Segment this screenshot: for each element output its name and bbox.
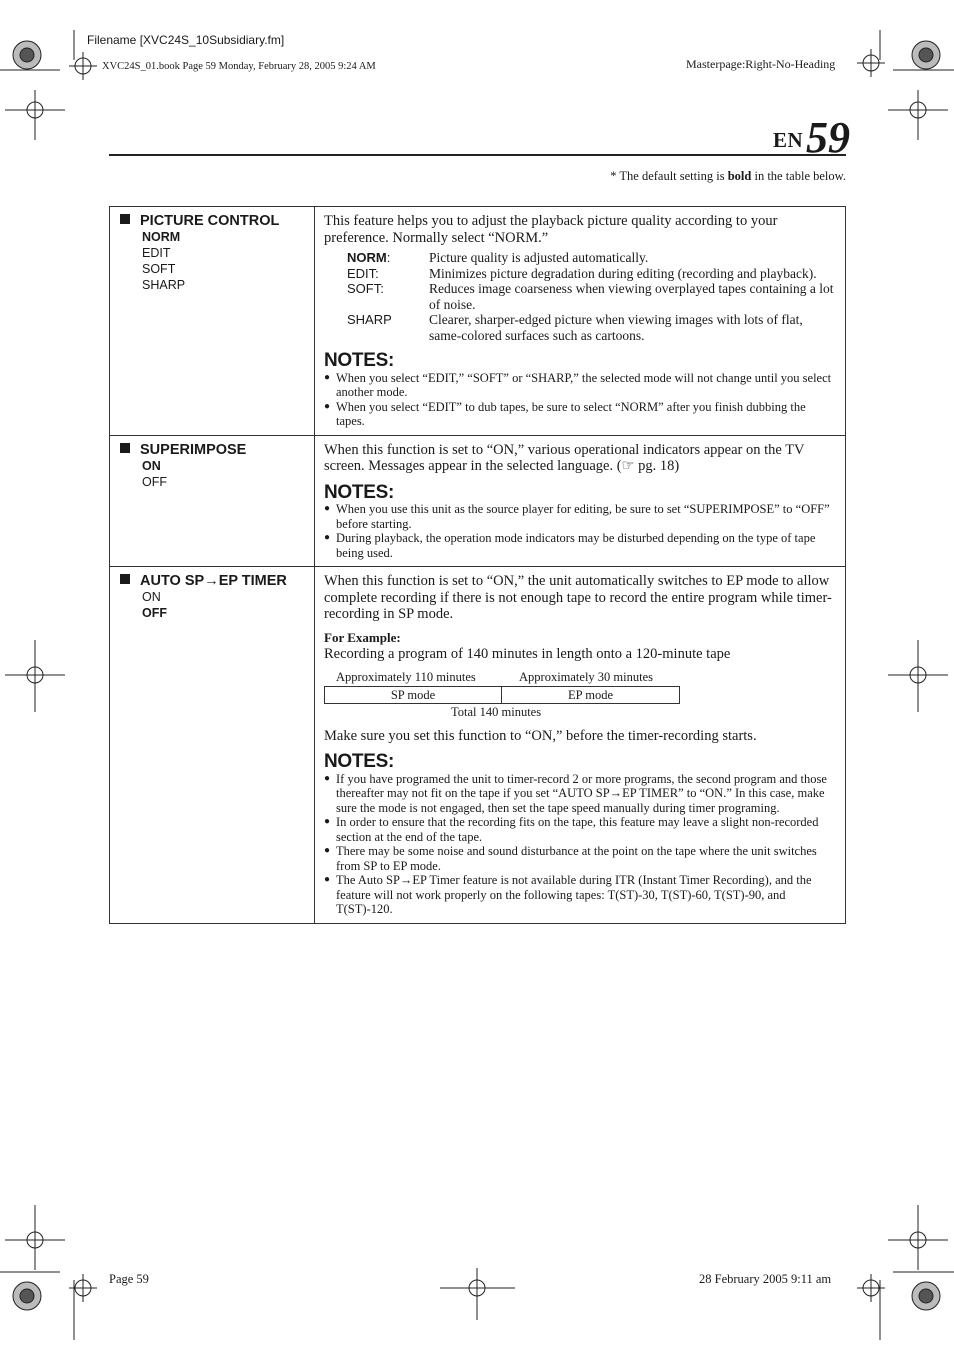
ep-duration-label: Approximately 30 minutes	[519, 669, 654, 684]
description-cell	[315, 435, 846, 567]
ep-mode-segment: EP mode	[567, 687, 614, 702]
bullet-icon: ●	[324, 874, 331, 885]
notes-heading: NOTES:	[324, 350, 394, 371]
table-row	[110, 207, 846, 436]
setting-cell	[110, 207, 315, 436]
sp-mode-segment: SP mode	[325, 687, 502, 703]
option-off: OFF	[142, 474, 167, 489]
option-off: OFF	[142, 606, 167, 620]
tape-diagram	[324, 669, 835, 731]
section-intro: This feature helps you to adjust the playback picture quality according to your preference. Normally select “NORM.”	[324, 213, 778, 246]
description-cell	[315, 567, 846, 924]
list-item: ● If you have programed the unit to timer-record 2 or more programs, the second program and those thereafter may not fit on the tape if you set “AUTO SP→EP TIMER” to “ON.” In this case, make sure the mode is not engaged, then set the tape speed manually during timer programing.	[324, 771, 827, 815]
list-item: ● There may be some noise and sound disturbance at the point on the tape where the unit switches from SP to EP mode.	[324, 844, 817, 873]
bullet-icon: ●	[324, 371, 331, 383]
tape-bar	[324, 686, 680, 704]
footer-page: Page 59	[109, 1272, 149, 1286]
list-item: ● When you use this unit as the source player for editing, be sure to set “SUPERIMPOSE” to “OFF” before starting.	[324, 502, 830, 531]
list-item: ● When you select “EDIT,” “SOFT” or “SHARP,” the selected mode will not change until you select another mode.	[324, 370, 832, 399]
table-row	[110, 435, 846, 567]
section-title: PICTURE CONTROL	[120, 213, 314, 229]
list-item: ● The Auto SP→EP Timer feature is not available during ITR (Instant Timer Recording), and the feature will not work properly on the following tapes: T(ST)-30, T(ST)-60, T(ST)-90, and T(ST)-120.	[324, 873, 812, 916]
list-item: NORM: Picture quality is adjusted automatically.	[347, 250, 649, 265]
bullet-icon: ●	[324, 532, 331, 543]
settings-table	[109, 206, 846, 924]
total-duration-label: Total 140 minutes	[451, 704, 542, 719]
bullet-icon: ●	[324, 400, 331, 412]
example-text: Recording a program of 140 minutes in length onto a 120-minute tape	[324, 646, 731, 662]
list-item: SOFT: Reduces image coarseness when viewing overplayed tapes containing a lot of noise.	[347, 281, 834, 312]
square-bullet-icon	[120, 214, 130, 224]
masterpage-label: Masterpage:Right-No-Heading	[686, 57, 836, 71]
default-setting-note: * The default setting is bold in the table below.	[610, 169, 846, 183]
page-number: 59	[806, 113, 850, 162]
list-item: SHARP Clearer, sharper-edged picture when viewing images with lots of flat, same-colored surfaces such as cartoons.	[347, 312, 803, 343]
option-norm: NORM	[142, 230, 181, 244]
notes-heading: NOTES:	[324, 481, 394, 503]
header-rule	[109, 154, 846, 156]
bullet-icon: ●	[324, 772, 331, 784]
table-row	[110, 567, 846, 924]
notes-list	[324, 772, 835, 917]
list-item: ● During playback, the operation mode indicators may be disturbed depending on the type of tape being used.	[324, 531, 816, 560]
notes-list	[324, 502, 835, 560]
option-on: ON	[142, 458, 161, 473]
sp-duration-label: Approximately 110 minutes	[336, 669, 476, 684]
list-item: EDIT: Minimizes picture degradation during editing (recording and playback).	[347, 265, 817, 281]
option-edit: EDIT	[142, 246, 171, 260]
section-title: AUTO SP→EP TIMER	[120, 573, 314, 589]
example-heading: For Example:	[324, 629, 401, 645]
bullet-icon: ●	[324, 845, 331, 856]
notes-list	[324, 371, 835, 429]
square-bullet-icon	[120, 443, 130, 453]
language-code: EN	[773, 128, 804, 152]
description-cell	[315, 207, 846, 436]
book-info: XVC24S_01.book Page 59 Monday, February 28, 2005 9:24 AM	[102, 61, 376, 72]
bullet-icon: ●	[324, 503, 331, 514]
bullet-icon: ●	[324, 816, 331, 827]
setting-cell	[110, 435, 315, 567]
setting-cell	[110, 567, 315, 924]
notes-heading: NOTES:	[324, 751, 394, 772]
option-soft: SOFT	[142, 262, 176, 276]
filename-label: Filename [XVC24S_10Subsidiary.fm]	[87, 33, 285, 47]
section-intro: When this function is set to “ON,” the unit automatically switches to EP mode to allow complete recording if there is not enough tape to record the entire program while timer-recording in SP mode.	[324, 573, 832, 622]
square-bullet-icon	[120, 574, 130, 584]
footer-date: 28 February 2005 9:11 am	[699, 1272, 832, 1286]
after-example-text: Make sure you set this function to “ON,” before the timer-recording starts.	[324, 727, 757, 744]
section-intro: When this function is set to “ON,” various operational indicators appear on the TV screen. Messages appear in the selected language. (☞ pg. 18)	[324, 441, 805, 474]
list-item: ● When you select “EDIT” to dub tapes, be sure to select “NORM” after you finish dubbing the tapes.	[324, 399, 806, 428]
definition-list	[347, 250, 835, 343]
list-item: ● In order to ensure that the recording fits on the tape, this feature may leave a slight non-recorded section at the end of the tape.	[324, 815, 819, 844]
option-sharp: SHARP	[142, 278, 186, 292]
section-title: SUPERIMPOSE	[120, 442, 314, 458]
option-on: ON	[142, 590, 161, 604]
